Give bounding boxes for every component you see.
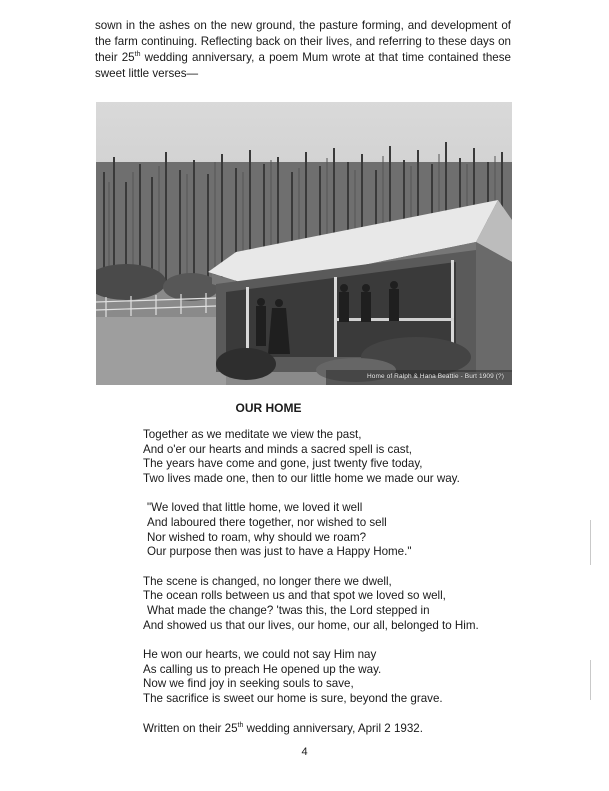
poem-title bbox=[0, 401, 609, 415]
poem-line: Now we find joy in seeking souls to save, bbox=[143, 677, 354, 691]
page-number: 4 bbox=[301, 746, 308, 758]
intro-ordinal-sup: th bbox=[134, 51, 141, 59]
farmhouse-photo-illustration bbox=[96, 102, 512, 385]
stanza-2 bbox=[143, 501, 523, 559]
poem-title-text: OUR HOME bbox=[235, 401, 302, 415]
photo-caption: Home of Ralph & Hana Beattie - Burt 1909 (?) bbox=[367, 373, 504, 380]
intro-text-1: sown in the ashes on the new ground, the pasture forming, and development of the farm continuing. Reflecting back on their lives, and referring to these days on their 25 bbox=[95, 19, 511, 64]
poem-line: Two lives made one, then to our little home we made our way. bbox=[143, 471, 460, 485]
stanza-4 bbox=[143, 648, 523, 706]
poem-line: Together as we meditate we view the past, bbox=[143, 428, 362, 441]
farmhouse-photo bbox=[96, 102, 512, 385]
footnote-ordinal-sup: th bbox=[237, 721, 244, 729]
intro-paragraph bbox=[95, 18, 511, 82]
poem-line: And showed us that our lives, our home, our all, belonged to Him. bbox=[143, 618, 479, 632]
poem-line: And o'er our hearts and minds a sacred spell is cast, bbox=[143, 442, 413, 456]
intro-text-2: wedding anniversary, a poem Mum wrote at that time contained these sweet little verses— bbox=[95, 51, 511, 80]
poem-line: Nor wished to roam, why should we roam? bbox=[147, 530, 367, 544]
poem-line: The years have come and gone, just twenty five today, bbox=[143, 457, 423, 471]
poem-line: The sacrifice is sweet our home is sure, beyond the grave. bbox=[143, 691, 443, 705]
footnote-text-2: wedding anniversary, April 2 1932. bbox=[243, 721, 423, 735]
poem-body bbox=[143, 428, 523, 736]
poem-line: As calling us to preach He opened up the way. bbox=[143, 662, 382, 676]
poem-footnote bbox=[143, 722, 523, 737]
stanza-1 bbox=[143, 428, 523, 486]
poem-line: "We loved that little home, we loved it well bbox=[147, 501, 363, 515]
scan-margin-mark bbox=[590, 660, 591, 700]
poem-line: What made the change? 'twas this, the Lord stepped in bbox=[147, 603, 430, 617]
poem-line: The ocean rolls between us and that spot we loved so well, bbox=[143, 589, 446, 603]
poem-line: Our purpose then was just to have a Happy Home." bbox=[147, 545, 412, 559]
poem-line: The scene is changed, no longer there we dwell, bbox=[143, 574, 392, 588]
scan-margin-mark bbox=[590, 520, 591, 565]
stanza-3 bbox=[143, 575, 523, 633]
poem-line: He won our hearts, we could not say Him nay bbox=[143, 648, 377, 662]
poem-line: And laboured there together, nor wished to sell bbox=[147, 515, 387, 529]
footnote-text-1: Written on their 25 bbox=[143, 721, 238, 735]
